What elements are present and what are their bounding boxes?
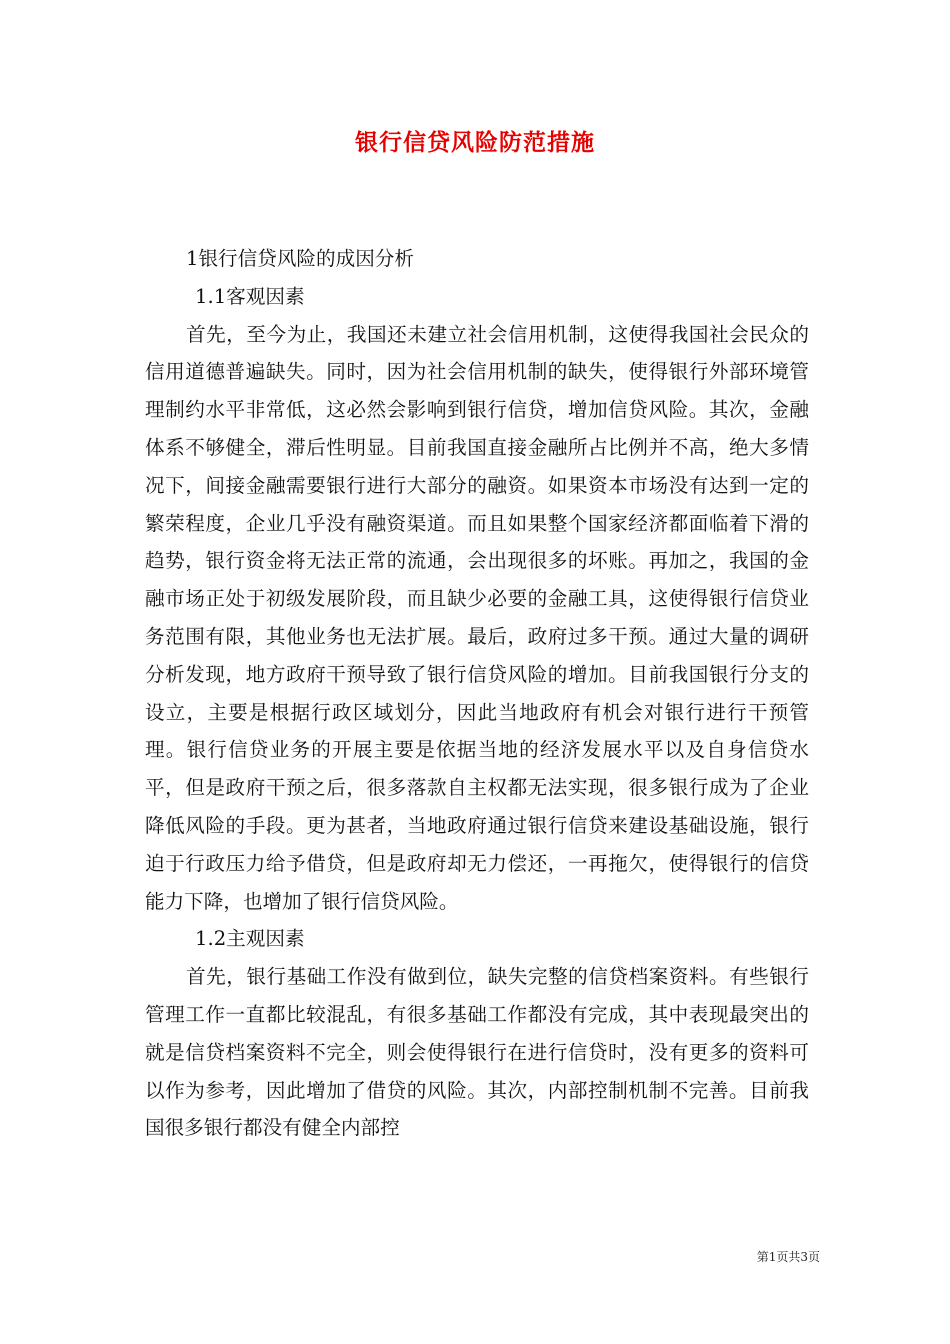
document-title: 银行信贷风险防范措施 [355, 129, 595, 156]
paragraph-objective-factors: 首先，至今为止，我国还未建立社会信用机制，这使得我国社会民众的信用道德普遍缺失。同时，因为社会信用机制的缺失，使得银行外部环境管理制约水平非常低，这必然会影响到银行信贷，增加信贷风险。其次，金融体系不够健全，滞后性明显。目前我国直接金融所占比例并不高，绝大多情况下，间接金融需要银行进行大部分的融资。如果资本市场没有达到一定的繁荣程度，企业几乎没有融资渠道。而且如果整个国家经济都面临着下滑的趋势，银行资金将无法正常的流通，会出现很多的坏账。再加之，我国的金融市场正处于初级发展阶段，而且缺少必要的金融工具，这使得银行信贷业务范围有限，其他业务也无法扩展。最后，政府过多干预。通过大量的调研分析发现，地方政府干预导致了银行信贷风险的增加。目前我国银行分支的设立，主要是根据行政区域划分，因此当地政府有机会对银行进行干预管理。银行信贷业务的开展主要是依据当地的经济发展水平以及自身信贷水平，但是政府干预之后，很多落款自主权都无法实现，很多银行成为了企业降低风险的手段。更为甚者，当地政府通过银行信贷来建设基础设施，银行迫于行政压力给予借贷，但是政府却无力偿还，一再拖欠，使得银行的信贷能力下降，也增加了银行信贷风险。 [145, 322, 809, 913]
section-heading-1-1: 1.1客观因素 [195, 284, 305, 308]
paragraph-subjective-factors: 首先，银行基础工作没有做到位，缺失完整的信贷档案资料。有些银行管理工作一直都比较混乱，有很多基础工作都没有完成，其中表现最突出的就是信贷档案资料不完全，则会使得银行在进行信贷时，没有更多的资料可以作为参考，因此增加了借贷的风险。其次，内部控制机制不完善。目前我国很多银行都没有健全内部控 [145, 965, 809, 1140]
document-body [145, 240, 809, 1147]
section-heading-1-2: 1.2主观因素 [195, 927, 305, 951]
page-number: 第1页共3页 [756, 1250, 820, 1264]
section-heading-1: 1银行信贷风险的成因分析 [186, 247, 414, 270]
